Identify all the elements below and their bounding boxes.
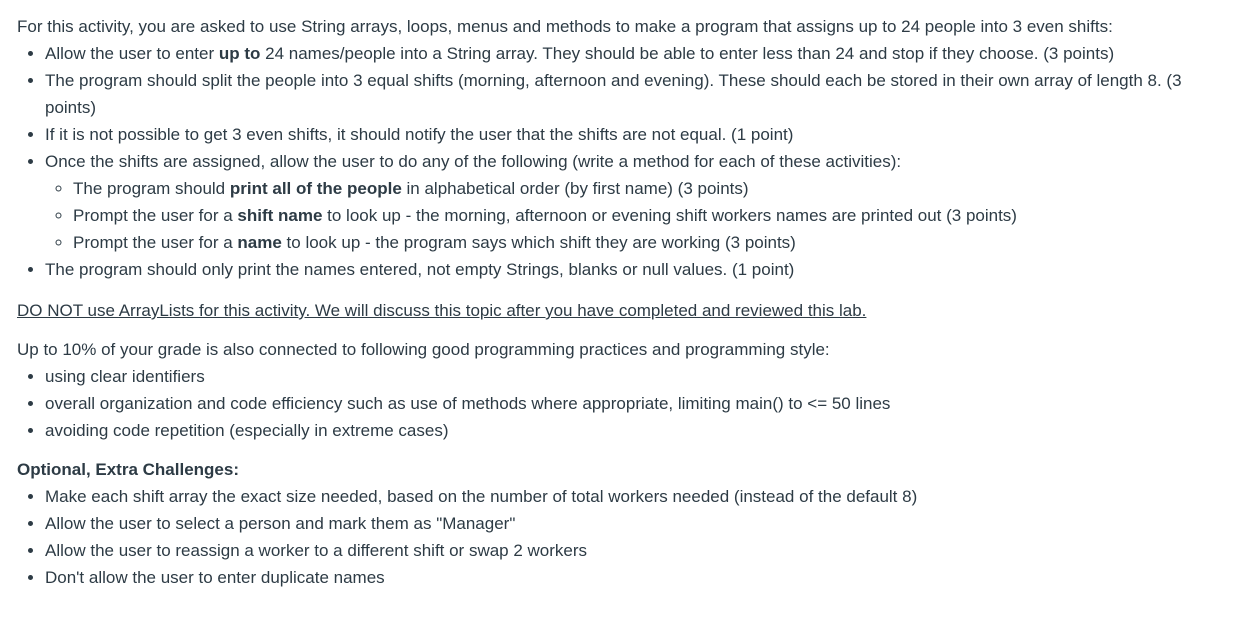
optional-list bbox=[17, 483, 1237, 591]
optional-item: • Don't allow the user to enter duplicate names bbox=[45, 564, 1237, 591]
optional-item: • Allow the user to select a person and mark them as "Manager" bbox=[45, 510, 1237, 537]
activity-item: ◦ The program should print all of the people in alphabetical order (by first name) (3 points) bbox=[73, 175, 1237, 202]
requirement-item: • The program should only print the names entered, not empty Strings, blanks or null values. (1 point) bbox=[45, 256, 1237, 283]
requirement-item: • The program should split the people into 3 equal shifts (morning, afternoon and evening). These should each be stored in their own array of length 8. (3 points) bbox=[45, 67, 1237, 121]
requirements-list bbox=[17, 40, 1237, 283]
style-item: • avoiding code repetition (especially in extreme cases) bbox=[45, 417, 1237, 444]
style-item: • overall organization and code efficiency such as use of methods where appropriate, limiting main() to <= 50 lines bbox=[45, 390, 1237, 417]
arraylist-warning: DO NOT use ArrayLists for this activity. We will discuss this topic after you have completed and reviewed this lab. bbox=[17, 301, 867, 320]
activity-item: ◦ Prompt the user for a name to look up - the program says which shift they are working (3 points) bbox=[73, 229, 1237, 256]
requirement-item: • Once the shifts are assigned, allow the user to do any of the following (write a method for each of these activities): ◦ The program should print all of the people in alphabetical order (by first name) (3 points) ◦ Prompt the user for a shift name to look up - the morning, afternoon or evening shift workers names are printed out (3 points) ◦ Prompt the user for a name to look up - the program says which shift they are working (3 points) bbox=[45, 148, 1237, 256]
optional-item: • Allow the user to reassign a worker to a different shift or swap 2 workers bbox=[45, 537, 1237, 564]
activity-item: ◦ Prompt the user for a shift name to look up - the morning, afternoon or evening shift workers names are printed out (3 points) bbox=[73, 202, 1237, 229]
style-list bbox=[17, 363, 1237, 444]
optional-heading: Optional, Extra Challenges: bbox=[17, 460, 239, 479]
requirement-item: • If it is not possible to get 3 even shifts, it should notify the user that the shifts are not equal. (1 point) bbox=[45, 121, 1237, 148]
style-intro: Up to 10% of your grade is also connected to following good programming practices and programming style: bbox=[17, 340, 830, 359]
style-item: • using clear identifiers bbox=[45, 363, 1237, 390]
requirement-item: • Allow the user to enter up to 24 names/people into a String array. They should be able to enter less than 24 and stop if they choose. (3 points) bbox=[45, 40, 1237, 67]
activities-sublist bbox=[45, 175, 1237, 256]
optional-item: • Make each shift array the exact size needed, based on the number of total workers needed (instead of the default 8) bbox=[45, 483, 1237, 510]
intro-paragraph: For this activity, you are asked to use String arrays, loops, menus and methods to make a program that assigns up to 24 people into 3 even shifts: bbox=[17, 17, 1113, 36]
